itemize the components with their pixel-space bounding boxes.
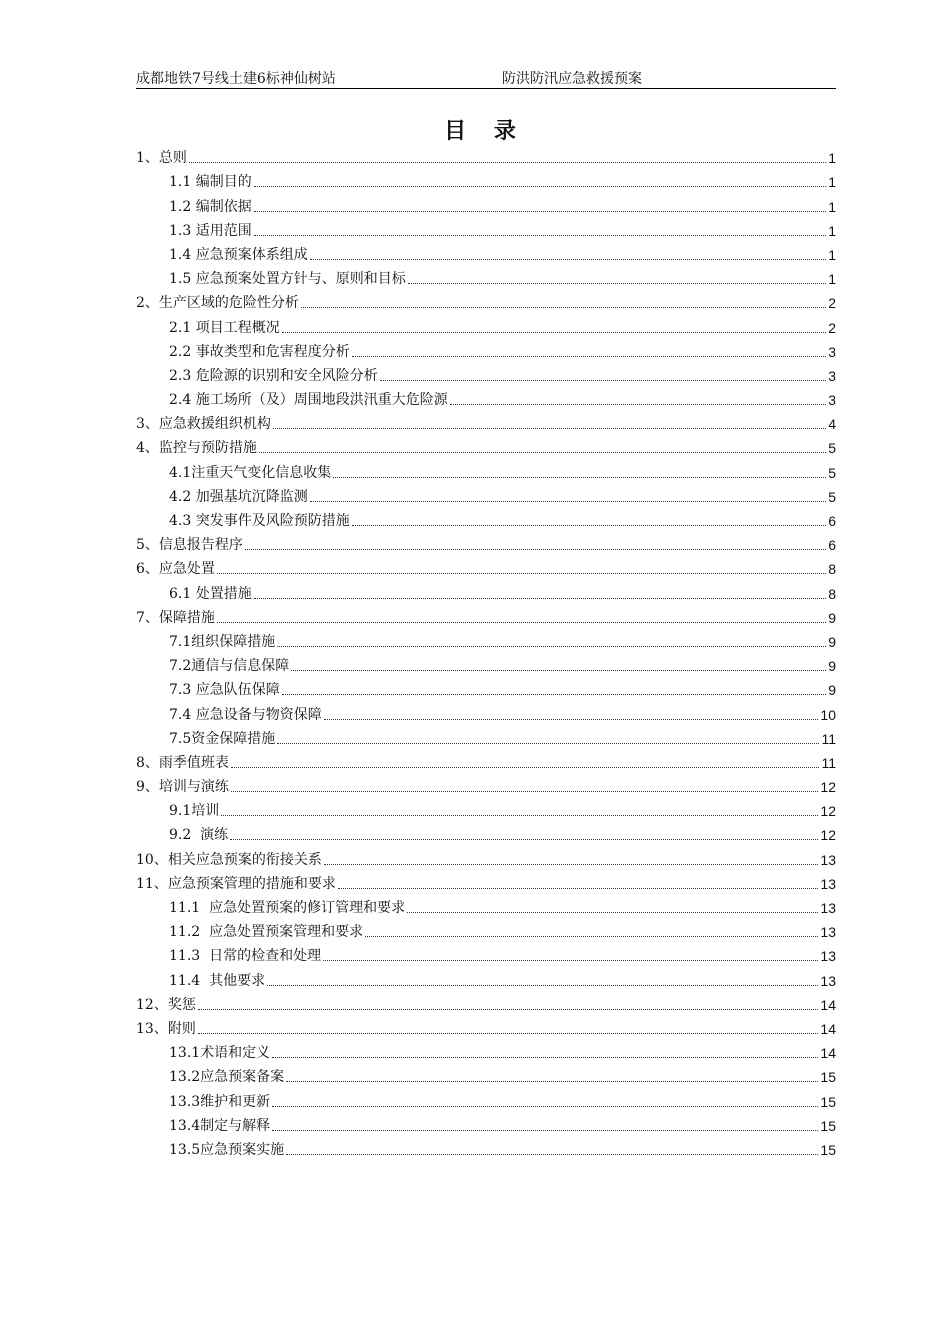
toc-entry[interactable]: [136, 167, 836, 191]
toc-entry-page-number: 13: [820, 900, 836, 916]
toc-entry-page-number: 13: [820, 875, 836, 892]
toc-entry[interactable]: [136, 990, 836, 1014]
toc-entry-label: 7.2通信与信息保障: [169, 658, 290, 675]
toc-entry-label: 6、应急处置: [136, 561, 215, 578]
toc-entry[interactable]: [136, 941, 836, 965]
toc-entry[interactable]: [136, 627, 836, 651]
toc-dot-leader: [254, 211, 826, 212]
toc-dot-leader: [254, 235, 826, 236]
toc-entry-page-number: 10: [820, 706, 836, 723]
toc-entry-label: 2.3 危险源的识别和安全风险分析: [169, 367, 378, 384]
toc-entry[interactable]: [136, 748, 836, 772]
toc-entry-label: 2、生产区域的危险性分析: [136, 295, 299, 312]
toc-entry[interactable]: [136, 337, 836, 361]
toc-entry-page-number: 11: [821, 730, 836, 747]
toc-entry-label: 2.2 事故类型和危害程度分析: [169, 343, 350, 360]
toc-entry-page-number: 15: [820, 1141, 836, 1158]
toc-entry-page-number: 12: [820, 803, 836, 820]
toc-dot-leader: [408, 283, 826, 284]
toc-entry[interactable]: [136, 772, 836, 796]
toc-entry-label: 7.3 应急队伍保障: [169, 682, 280, 699]
toc-entry[interactable]: [136, 820, 836, 844]
toc-dot-leader: [259, 452, 826, 453]
toc-entry[interactable]: [136, 240, 836, 264]
toc-entry-label: 11.2 应急处置预案管理和要求: [169, 924, 364, 941]
toc-entry-page-number: 8: [828, 585, 836, 602]
toc-entry-page-number: 8: [828, 561, 836, 578]
toc-entry-label: 4.1注重天气变化信息收集: [169, 464, 332, 481]
toc-entry-label: 7、保障措施: [136, 609, 215, 626]
toc-entry-page-number: 2: [828, 319, 836, 336]
toc-entry-label: 7.5资金保障措施: [169, 730, 276, 747]
toc-entry[interactable]: [136, 288, 836, 312]
toc-entry-page-number: 13: [820, 851, 836, 868]
toc-entry[interactable]: [136, 264, 836, 288]
toc-entry-page-number: 14: [820, 1020, 836, 1037]
toc-entry-page-number: 1: [828, 198, 836, 215]
toc-entry[interactable]: [136, 385, 836, 409]
toc-entry-page-number: 1: [828, 271, 836, 288]
toc-entry-page-number: 12: [820, 827, 836, 844]
toc-entry[interactable]: [136, 724, 836, 748]
toc-dot-leader: [267, 985, 818, 986]
toc-entry[interactable]: [136, 675, 836, 699]
toc-entry-page-number: 15: [820, 1117, 836, 1134]
toc-entry-label: 2.4 施工场所（及）周围地段洪汛重大危险源: [169, 392, 448, 409]
toc-entry[interactable]: [136, 1135, 836, 1159]
toc-entry-label: 1.2 编制依据: [169, 198, 252, 215]
toc-dot-leader: [231, 791, 819, 792]
toc-entry[interactable]: [136, 1014, 836, 1038]
toc-entry-page-number: 1: [828, 222, 836, 239]
toc-dot-leader: [407, 912, 818, 913]
toc-entry-label: 1.1 编制目的: [169, 174, 252, 191]
toc-entry[interactable]: [136, 699, 836, 723]
toc-entry[interactable]: [136, 869, 836, 893]
toc-entry-label: 1、总则: [136, 150, 187, 167]
toc-title: 目 录: [444, 118, 526, 144]
toc-entry[interactable]: [136, 143, 836, 167]
toc-entry[interactable]: [136, 1062, 836, 1086]
toc-entry-page-number: 1: [828, 174, 836, 191]
toc-entry-page-number: 9: [828, 633, 836, 650]
toc-entry[interactable]: [136, 965, 836, 989]
toc-entry[interactable]: [136, 651, 836, 675]
toc-dot-leader: [286, 1081, 818, 1082]
toc-entry[interactable]: [136, 191, 836, 215]
toc-entry-page-number: 2: [828, 295, 836, 312]
toc-dot-leader: [286, 1154, 818, 1155]
toc-entry-page-number: 14: [820, 1045, 836, 1062]
toc-dot-leader: [333, 477, 826, 478]
toc-entry-label: 9.1培训: [169, 803, 220, 820]
toc-entry[interactable]: [136, 506, 836, 530]
toc-entry-label: 5、信息报告程序: [136, 537, 243, 554]
toc-entry[interactable]: [136, 216, 836, 240]
toc-entry-page-number: 3: [828, 392, 836, 409]
toc-entry-label: 2.1 项目工程概况: [169, 319, 280, 336]
toc-entry-page-number: 4: [828, 416, 836, 433]
toc-dot-leader: [301, 307, 826, 308]
toc-entry-label: 6.1 处置措施: [169, 585, 252, 602]
toc-dot-leader: [254, 598, 826, 599]
toc-dot-leader: [282, 332, 826, 333]
toc-entry-page-number: 5: [828, 440, 836, 457]
toc-entry-page-number: 15: [820, 1093, 836, 1110]
toc-dot-leader: [272, 1130, 818, 1131]
toc-entry-label: 4.3 突发事件及风险预防措施: [169, 513, 350, 529]
toc-dot-leader: [338, 888, 819, 889]
toc-entry-page-number: 9: [828, 658, 836, 675]
toc-entry[interactable]: [136, 917, 836, 941]
toc-dot-leader: [291, 670, 826, 671]
toc-entry-page-number: 6: [828, 537, 836, 554]
toc-dot-leader: [217, 573, 826, 574]
toc-entry-label: 10、相关应急预案的衔接关系: [136, 851, 322, 868]
toc-dot-leader: [272, 1057, 818, 1058]
toc-dot-leader: [272, 1106, 818, 1107]
toc-entry-label: 11.4 其他要求: [169, 972, 266, 989]
toc-entry-label: 11.1 应急处置预案的修订管理和要求: [169, 900, 406, 916]
toc-entry-label: 1.3 适用范围: [169, 222, 252, 239]
page-header: [136, 66, 836, 89]
toc-dot-leader: [230, 839, 818, 840]
toc-dot-leader: [450, 404, 826, 405]
toc-entry[interactable]: [136, 578, 836, 602]
toc-entry-label: 3、应急救援组织机构: [136, 416, 271, 433]
toc-entry-page-number: 9: [828, 609, 836, 626]
toc-entry[interactable]: [136, 457, 836, 481]
toc-entry-page-number: 3: [828, 343, 836, 360]
toc-entry[interactable]: [136, 603, 836, 627]
toc-dot-leader: [198, 1033, 819, 1034]
toc-entry[interactable]: [136, 554, 836, 578]
toc-entry[interactable]: [136, 409, 836, 433]
toc-dot-leader: [352, 356, 826, 357]
toc-entry-page-number: 13: [820, 972, 836, 989]
toc-dot-leader: [282, 694, 826, 695]
toc-dot-leader: [310, 259, 826, 260]
toc-dot-leader: [231, 767, 820, 768]
toc-entry[interactable]: [136, 482, 836, 506]
toc-entry-label: 13.2应急预案备案: [169, 1069, 285, 1086]
toc-dot-leader: [277, 743, 819, 744]
toc-entry-page-number: 15: [820, 1069, 836, 1086]
toc-entry-label: 7.1组织保障措施: [169, 633, 276, 650]
toc-entry-label: 12、奖惩: [136, 996, 196, 1013]
toc-entry-label: 13.1术语和定义: [169, 1045, 271, 1062]
toc-dot-leader: [198, 1009, 819, 1010]
toc-entry-page-number: 11: [821, 754, 836, 771]
table-of-contents: [136, 143, 836, 1159]
toc-dot-leader: [365, 936, 818, 937]
toc-entry[interactable]: [136, 1086, 836, 1110]
toc-entry-page-number: 3: [828, 367, 836, 384]
header-project-name: 成都地铁7号线土建6标神仙树站: [136, 71, 336, 87]
toc-entry-page-number: 1: [828, 246, 836, 263]
toc-entry[interactable]: [136, 433, 836, 457]
toc-entry-label: 11、应急预案管理的措施和要求: [136, 875, 336, 892]
toc-entry-page-number: 12: [820, 779, 836, 796]
toc-entry-page-number: 14: [820, 996, 836, 1013]
toc-entry[interactable]: [136, 312, 836, 336]
toc-entry-page-number: 9: [828, 682, 836, 699]
toc-entry-page-number: 13: [820, 924, 836, 941]
toc-entry-page-number: 1: [828, 150, 836, 167]
toc-dot-leader: [189, 162, 826, 163]
toc-entry[interactable]: [136, 1038, 836, 1062]
toc-entry-label: 4.2 加强基坑沉降监测: [169, 488, 308, 505]
toc-dot-leader: [254, 186, 826, 187]
toc-dot-leader: [221, 815, 818, 816]
toc-dot-leader: [324, 864, 819, 865]
toc-entry[interactable]: [136, 893, 836, 917]
toc-dot-leader: [245, 549, 826, 550]
toc-entry-page-number: 6: [828, 513, 836, 529]
toc-entry-label: 9、培训与演练: [136, 779, 229, 796]
toc-entry-label: 1.4 应急预案体系组成: [169, 246, 308, 263]
toc-dot-leader: [273, 428, 826, 429]
toc-entry-label: 13.4制定与解释: [169, 1117, 271, 1134]
toc-entry-page-number: 5: [828, 464, 836, 481]
toc-dot-leader: [323, 960, 818, 961]
toc-entry-label: 7.4 应急设备与物资保障: [169, 706, 322, 723]
header-document-name: 防洪防汛应急救援预案: [502, 71, 642, 87]
toc-entry[interactable]: [136, 1111, 836, 1135]
toc-entry-label: 1.5 应急预案处置方针与、原则和目标: [169, 271, 406, 288]
toc-dot-leader: [380, 380, 826, 381]
toc-entry-label: 13、附则: [136, 1020, 196, 1037]
toc-entry-label: 9.2 演练: [169, 827, 229, 844]
toc-dot-leader: [324, 719, 819, 720]
toc-dot-leader: [277, 646, 826, 647]
toc-entry[interactable]: [136, 796, 836, 820]
toc-entry[interactable]: [136, 361, 836, 385]
toc-entry[interactable]: [136, 530, 836, 554]
toc-entry-label: 13.3维护和更新: [169, 1093, 271, 1110]
toc-dot-leader: [217, 622, 826, 623]
toc-entry-page-number: 13: [820, 948, 836, 965]
toc-entry-label: 4、监控与预防措施: [136, 440, 257, 457]
toc-entry-label: 8、雨季值班表: [136, 754, 229, 771]
toc-dot-leader: [352, 525, 826, 526]
toc-entry-label: 13.5应急预案实施: [169, 1141, 285, 1158]
toc-dot-leader: [310, 501, 826, 502]
toc-entry-page-number: 5: [828, 488, 836, 505]
toc-entry[interactable]: [136, 844, 836, 868]
toc-entry-label: 11.3 日常的检查和处理: [169, 948, 322, 965]
